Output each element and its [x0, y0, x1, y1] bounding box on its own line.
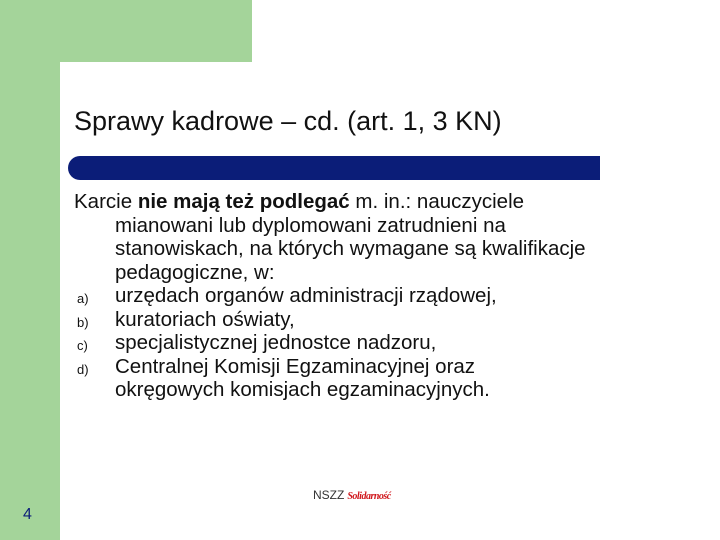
intro-before: Karcie	[74, 190, 138, 213]
list-marker: d)	[77, 361, 89, 377]
intro-bold: nie mają też podlegać	[137, 190, 350, 213]
nszz-solidarnosc-logo	[313, 486, 391, 504]
list-item-text: kuratoriach oświaty,	[115, 307, 295, 331]
green-left-band	[0, 0, 60, 540]
list-marker: a)	[77, 291, 89, 306]
list-item-text: okręgowych komisjach egzaminacyjnych.	[115, 378, 490, 401]
intro-after: m. in.: nauczyciele	[349, 190, 525, 213]
list-item-a	[74, 284, 694, 308]
list-marker: c)	[77, 338, 88, 353]
list-marker: b)	[77, 314, 89, 330]
intro-line: pedagogiczne, w:	[115, 260, 275, 284]
slide-title: Sprawy kadrowe – cd. (art. 1, 3 KN)	[74, 106, 502, 136]
slide-number: 4	[23, 506, 32, 523]
list-item-text: urzędach organów administracji rządowej,	[115, 284, 497, 307]
list-item-c	[74, 331, 694, 355]
intro-line: stanowiskach, na których wymagane są kwalifikacje	[115, 237, 586, 260]
list-item-text: specjalistycznej jednostce nadzoru,	[115, 331, 437, 354]
intro-line: mianowani lub dyplomowani zatrudnieni na	[115, 213, 506, 237]
intro-first-line	[74, 190, 694, 214]
logo-nszz-text: NSZZ	[313, 488, 345, 502]
list-item-d-continued	[74, 378, 694, 402]
logo-solidarnosc-text: Solidarność	[347, 491, 391, 502]
list-item-text: Centralnej Komisji Egzaminacyjnej oraz	[115, 354, 476, 378]
list-item-d	[74, 355, 694, 379]
list-item-b	[74, 308, 694, 332]
title-divider-bar	[68, 156, 600, 180]
slide-body	[74, 190, 694, 402]
